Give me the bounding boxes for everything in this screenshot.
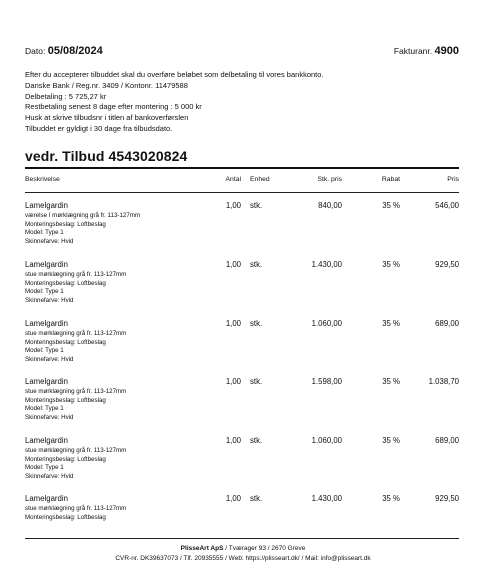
item-price: 689,00 xyxy=(435,319,459,328)
item-name: Lamelgardin xyxy=(25,436,68,445)
footer-address xyxy=(0,545,486,552)
item-unit: stk. xyxy=(250,436,263,445)
item-unit-price: 840,00 xyxy=(318,201,342,210)
item-detail-line: Model: Type 1 xyxy=(25,229,64,236)
intro-line: Danske Bank / Reg.nr. 3409 / Kontonr. 11479588 xyxy=(25,80,188,90)
item-name: Lamelgardin xyxy=(25,377,68,386)
item-detail-line: Monteringsbeslag: Loftbeslag xyxy=(25,513,106,521)
item-price: 929,50 xyxy=(435,494,459,503)
intro-line: Efter du accepterer tilbuddet skal du overføre beløbet som delbetaling til vores bankkonto. xyxy=(25,70,324,79)
item-price: 546,00 xyxy=(435,201,459,210)
item-discount: 35 % xyxy=(382,494,400,503)
item-detail-line: Monteringsbeslag: Loftbeslag xyxy=(25,220,106,228)
item-quantity: 1,00 xyxy=(225,319,241,328)
footer-contact: CVR-nr. DK39637073 / Tlf. 20935555 / Web: https://plisseart.dk/ / Mail: info@plisseart.dk xyxy=(115,555,371,562)
date-value: 05/08/2024 xyxy=(47,45,103,57)
item-unit: stk. xyxy=(250,494,263,503)
column-header-price: Pris xyxy=(447,176,459,183)
item-price: 929,50 xyxy=(435,260,459,269)
footer-address-text: / Tværager 93 / 2670 Greve xyxy=(223,545,306,552)
item-unit: stk. xyxy=(250,377,263,386)
item-discount: 35 % xyxy=(382,319,400,328)
item-quantity: 1,00 xyxy=(225,436,241,445)
item-details xyxy=(25,388,126,422)
page-title: vedr. Tilbud 4543020824 xyxy=(25,148,188,164)
column-header-unit-price: Stk. pris xyxy=(317,176,342,183)
item-unit-price: 1.060,00 xyxy=(311,436,342,445)
item-details xyxy=(25,271,126,305)
intro-line: Delbetaling : 5 725,27 kr xyxy=(25,91,107,101)
item-detail-line: Monteringsbeslag: Loftbeslag xyxy=(25,455,106,463)
divider xyxy=(25,167,459,169)
date xyxy=(25,45,103,57)
intro-line: Tilbuddet er gyldigt i 30 dage fra tilbudsdato. xyxy=(25,123,173,133)
item-price: 689,00 xyxy=(435,436,459,445)
item-unit-price: 1.060,00 xyxy=(311,319,342,328)
item-details xyxy=(25,212,140,246)
item-unit: stk. xyxy=(250,260,263,269)
item-name: Lamelgardin xyxy=(25,260,68,269)
item-detail-line: Skinnefarve: Hvid xyxy=(25,355,74,363)
item-detail-line: Skinnefarve: Hvid xyxy=(25,237,74,245)
item-unit-price: 1.430,00 xyxy=(311,260,342,269)
item-discount: 35 % xyxy=(382,260,400,269)
item-quantity: 1,00 xyxy=(225,260,241,269)
item-detail-line: Skinnefarve: Hvid xyxy=(25,413,74,421)
column-header-unit: Enhed xyxy=(250,176,270,183)
item-detail-line: Model: Type 1 xyxy=(25,405,64,412)
invoice-number xyxy=(394,45,459,57)
item-detail-line: stue mørklægning grå fr. 113-127mm xyxy=(25,505,127,512)
item-unit: stk. xyxy=(250,319,263,328)
item-detail-line: Skinnefarve: Hvid xyxy=(25,472,74,480)
item-unit-price: 1.430,00 xyxy=(311,494,342,503)
item-details xyxy=(25,330,126,364)
column-header-description: Beskrivelse xyxy=(25,176,60,183)
item-detail-line: Model: Type 1 xyxy=(25,347,64,354)
item-detail-line: Model: Type 1 xyxy=(25,288,64,295)
item-detail-line: Monteringsbeslag: Loftbeslag xyxy=(25,338,106,346)
column-header-discount: Rabat xyxy=(381,176,400,183)
column-header-quantity: Antal xyxy=(225,176,241,183)
invoice-value: 4900 xyxy=(434,45,459,57)
item-detail-line: værelse I mørklægning grå fr. 113-127mm xyxy=(25,212,141,219)
divider xyxy=(25,538,459,539)
item-name: Lamelgardin xyxy=(25,201,68,210)
item-quantity: 1,00 xyxy=(225,494,241,503)
payment-instructions xyxy=(25,70,455,135)
header-row xyxy=(25,45,459,61)
intro-line: Husk at skrive tilbudsnr i titlen af bankoverførslen xyxy=(25,113,189,123)
item-name: Lamelgardin xyxy=(25,319,68,328)
item-quantity: 1,00 xyxy=(225,201,241,210)
item-details xyxy=(25,505,126,522)
footer-company: PlisseArt ApS xyxy=(180,545,224,552)
item-detail-line: stue mørklægning grå fr. 113-127mm xyxy=(25,447,127,454)
item-quantity: 1,00 xyxy=(225,377,241,386)
item-detail-line: Skinnefarve: Hvid xyxy=(25,296,74,304)
item-discount: 35 % xyxy=(382,377,400,386)
item-detail-line: Model: Type 1 xyxy=(25,464,64,471)
item-detail-line: Monteringsbeslag: Loftbeslag xyxy=(25,279,106,287)
date-label: Dato: xyxy=(25,46,46,56)
item-name: Lamelgardin xyxy=(25,494,68,503)
item-detail-line: stue mørklægning grå fr. 113-127mm xyxy=(25,388,127,395)
item-discount: 35 % xyxy=(382,201,400,210)
item-unit: stk. xyxy=(250,201,263,210)
item-price: 1.038,70 xyxy=(428,377,459,386)
item-discount: 35 % xyxy=(382,436,400,445)
invoice-label: Fakturanr. xyxy=(393,46,433,56)
item-unit-price: 1.598,00 xyxy=(311,377,342,386)
item-details xyxy=(25,447,126,481)
divider xyxy=(25,192,459,193)
item-detail-line: stue mørklægning grå fr. 113-127mm xyxy=(25,271,127,278)
intro-line: Restbetaling senest 8 dage efter montering : 5 000 kr xyxy=(25,102,202,112)
item-detail-line: stue mørklægning grå fr. 113-127mm xyxy=(25,330,127,337)
item-detail-line: Monteringsbeslag: Loftbeslag xyxy=(25,396,106,404)
